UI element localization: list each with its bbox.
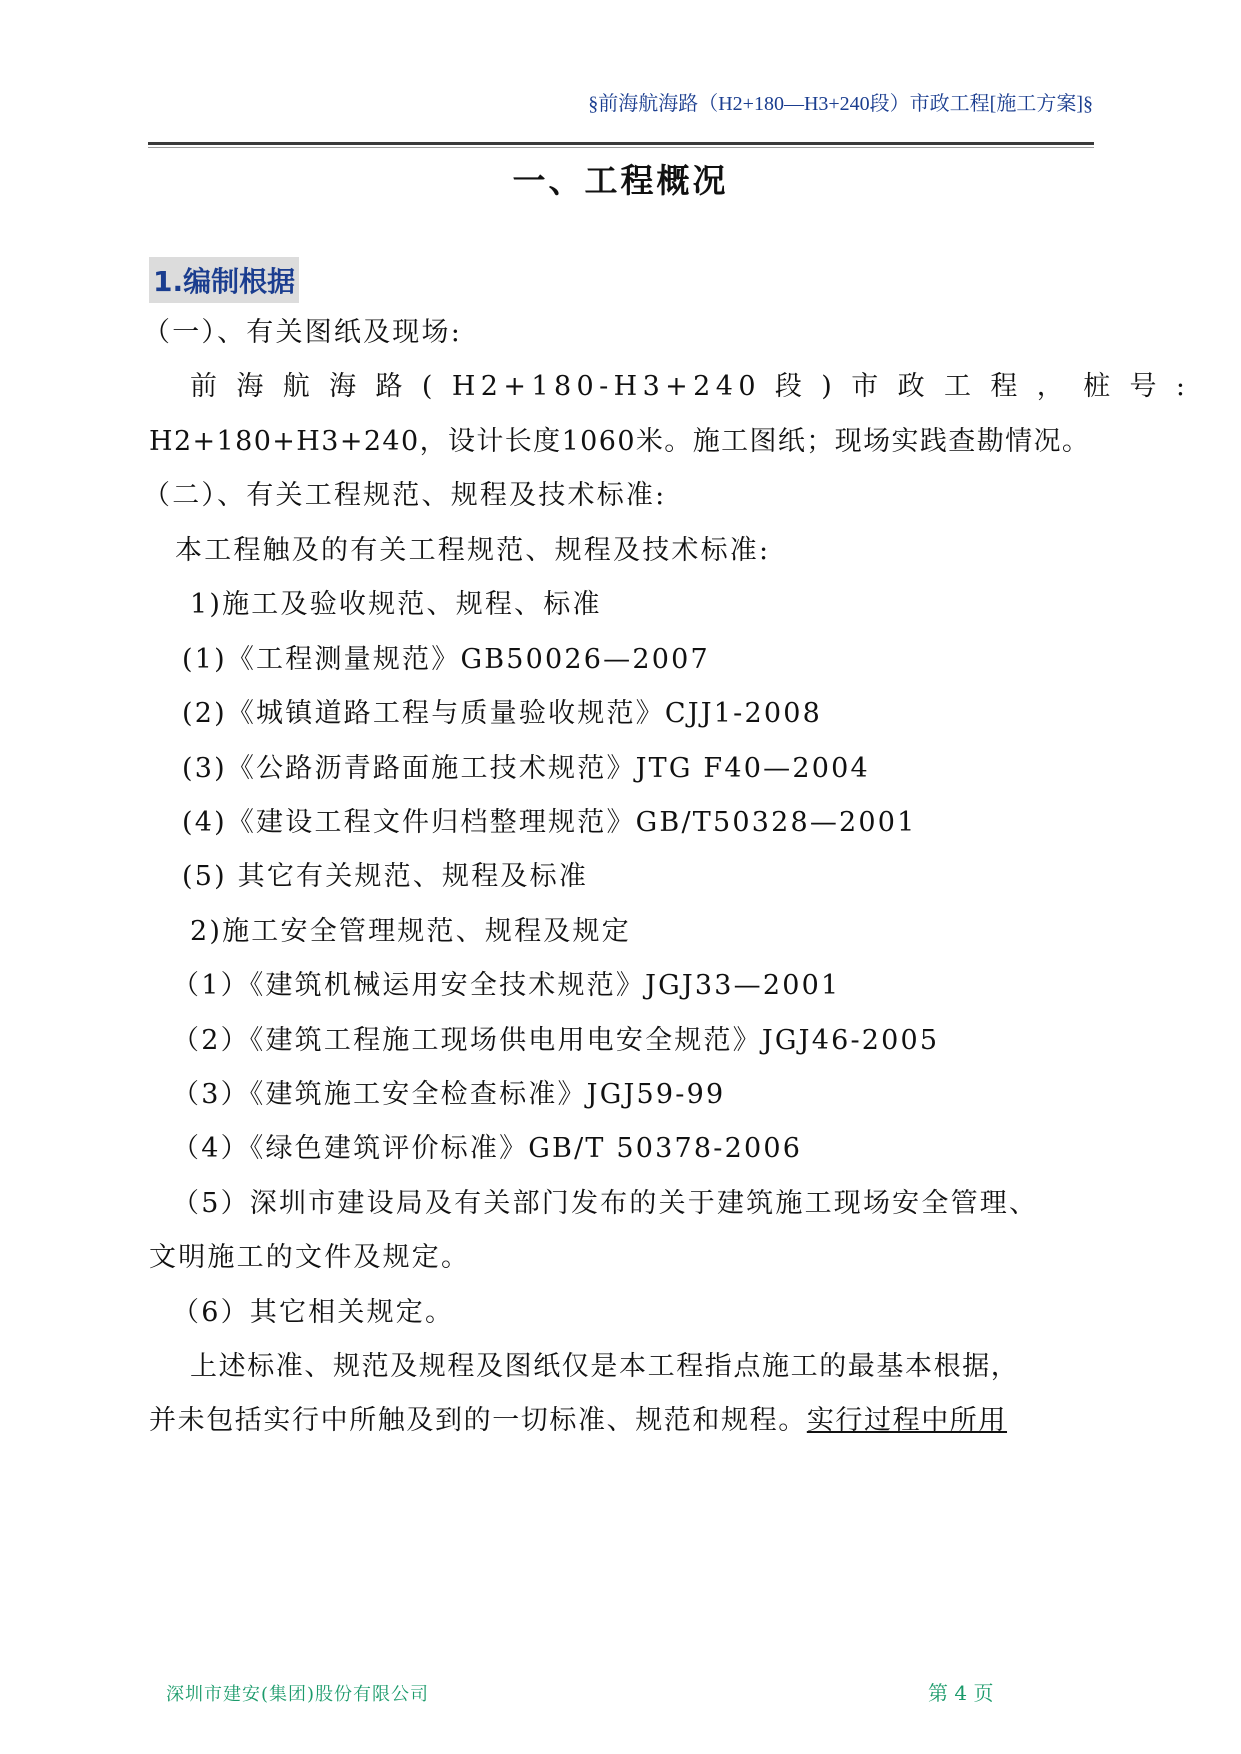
paragraph-line: 上述标准、规范及规程及图纸仅是本工程指点施工的最基本根据， (190, 1351, 1020, 1382)
paragraph-line: 前 海 航 海 路 ( H2+180-H3+240 段 ) 市 政 工 程 ， 桩 号 : (190, 371, 1191, 402)
list-item: （6）其它相关规定。 (172, 1297, 455, 1328)
paragraph-line: 文明施工的文件及规定。 (149, 1242, 471, 1273)
list-item: （3）《建筑施工安全检查标准》JGJ59-99 (172, 1079, 726, 1110)
list-item: （5）深圳市建设局及有关部门发布的关于建筑施工现场安全管理、 (172, 1188, 1039, 1219)
paragraph-line: 本工程触及的有关工程规范、规程及技术标准: (175, 535, 771, 566)
list-item: 1)施工及验收规范、规程、标准 (190, 589, 602, 620)
footer-company: 深圳市建安(集团)股份有限公司 (166, 1684, 430, 1705)
paragraph-text: 并未包括实行中所触及到的一切标准、规范和规程。 (149, 1405, 807, 1436)
paragraph-line: （一）、有关图纸及现场: (143, 317, 462, 348)
list-item: (5) 其它有关规范、规程及标准 (182, 861, 589, 892)
page-header: §前海航海路（H2+180—H3+240段）市政工程[施工方案]§ (588, 93, 1093, 115)
list-item: （1）《建筑机械运用安全技术规范》JGJ33—2001 (172, 970, 841, 1001)
paragraph-line: H2+180+H3+240，设计长度1060米。施工图纸；现场实践查勘情况。 (149, 426, 1091, 457)
paragraph-line: （二）、有关工程规范、规程及技术标准: (143, 480, 667, 511)
page-number: 第 4 页 (928, 1681, 994, 1705)
paragraph-line (149, 1398, 1007, 1437)
list-item: （2）《建筑工程施工现场供电用电安全规范》JGJ46-2005 (172, 1025, 940, 1056)
list-item: (1)《工程测量规范》GB50026—2007 (182, 644, 710, 675)
list-item: （4）《绿色建筑评价标准》GB/T 50378-2006 (172, 1133, 803, 1164)
list-item: (2)《城镇道路工程与质量验收规范》CJJ1-2008 (182, 698, 822, 729)
list-item: (4)《建设工程文件归档整理规范》GB/T50328—2001 (182, 807, 917, 838)
list-item: 2)施工安全管理规范、规程及规定 (190, 916, 631, 947)
chapter-title: 一、工程概况 (512, 161, 729, 200)
header-rule-thin (148, 147, 1094, 148)
list-item: (3)《公路沥青路面施工技术规范》JTG F40—2004 (182, 753, 870, 784)
header-rule (148, 142, 1094, 145)
underlined-text: 实行过程中所用 (806, 1405, 1008, 1436)
section-heading: 1.编制根据 (149, 257, 299, 303)
